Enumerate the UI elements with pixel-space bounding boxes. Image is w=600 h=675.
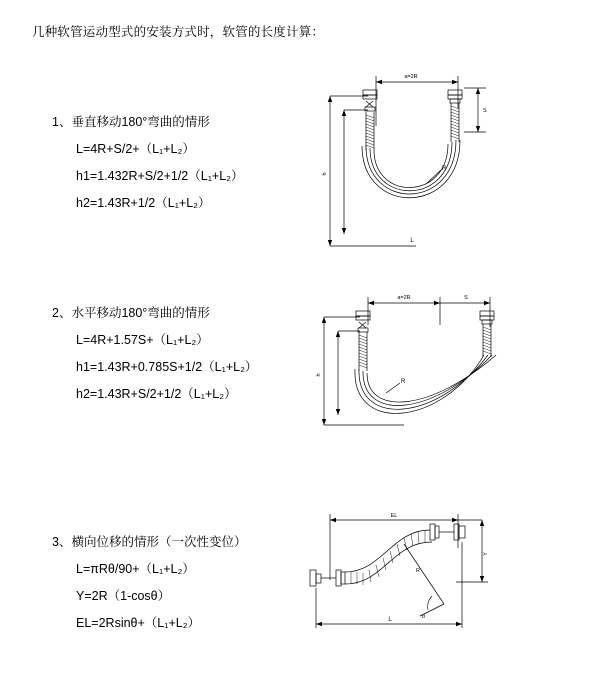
svg-text:h: h [322,172,328,176]
svg-text:L: L [388,617,392,623]
svg-text:R: R [416,568,420,574]
case-formula-2-1: L=4R+1.57S+（L₁+L₂） [76,333,209,347]
svg-text:R: R [401,379,406,385]
figure-2-drawing [308,285,518,455]
svg-text:h: h [316,373,322,377]
case-formula-1-2: h1=1.432R+S/2+1/2（L₁+L₂） [76,169,244,183]
case-formula-1-1: L=4R+S/2+（L₁+L₂） [76,142,195,156]
svg-text:θ: θ [422,614,426,620]
case-formula-3-3: EL=2Rsinθ+（L₁+L₂） [76,616,201,630]
svg-text:R: R [442,166,447,172]
svg-text:a=2R: a=2R [404,74,418,80]
case-formula-2-2: h1=1.43R+0.785S+1/2（L₁+L₂） [76,360,258,374]
svg-text:a=2R: a=2R [397,295,411,301]
svg-text:Y: Y [483,552,489,556]
figure-lateral-offset [296,508,511,643]
figure-3-drawing [296,508,511,638]
svg-text:L: L [410,238,414,244]
case-block-3 [52,532,246,631]
case-formula-1-3: h2=1.43R+1/2（L₁+L₂） [76,196,211,210]
page-title: 几种软管运动型式的安装方式时，软管的长度计算： [32,25,325,39]
figure-1-drawing [308,66,508,266]
case-title-3: 3、横向位移的情形（一次性变位） [52,535,247,549]
case-formula-3-1: L=πRθ/90+（L₁+L₂） [76,562,195,576]
figure-horizontal-180 [308,285,518,460]
case-formula-2-3: h2=1.43R+S/2+1/2（L₁+L₂） [76,387,237,401]
case-title-1: 1、垂直移动180°弯曲的情形 [52,115,210,129]
svg-text:S: S [483,108,487,114]
case-formula-3-2: Y=2R（1-cosθ） [76,589,171,603]
svg-text:EL: EL [390,513,398,519]
case-block-2 [52,303,257,402]
figure-vertical-180 [308,66,508,271]
case-block-1 [52,112,244,211]
svg-text:S: S [464,295,468,301]
case-title-2: 2、水平移动180°弯曲的情形 [52,306,210,320]
